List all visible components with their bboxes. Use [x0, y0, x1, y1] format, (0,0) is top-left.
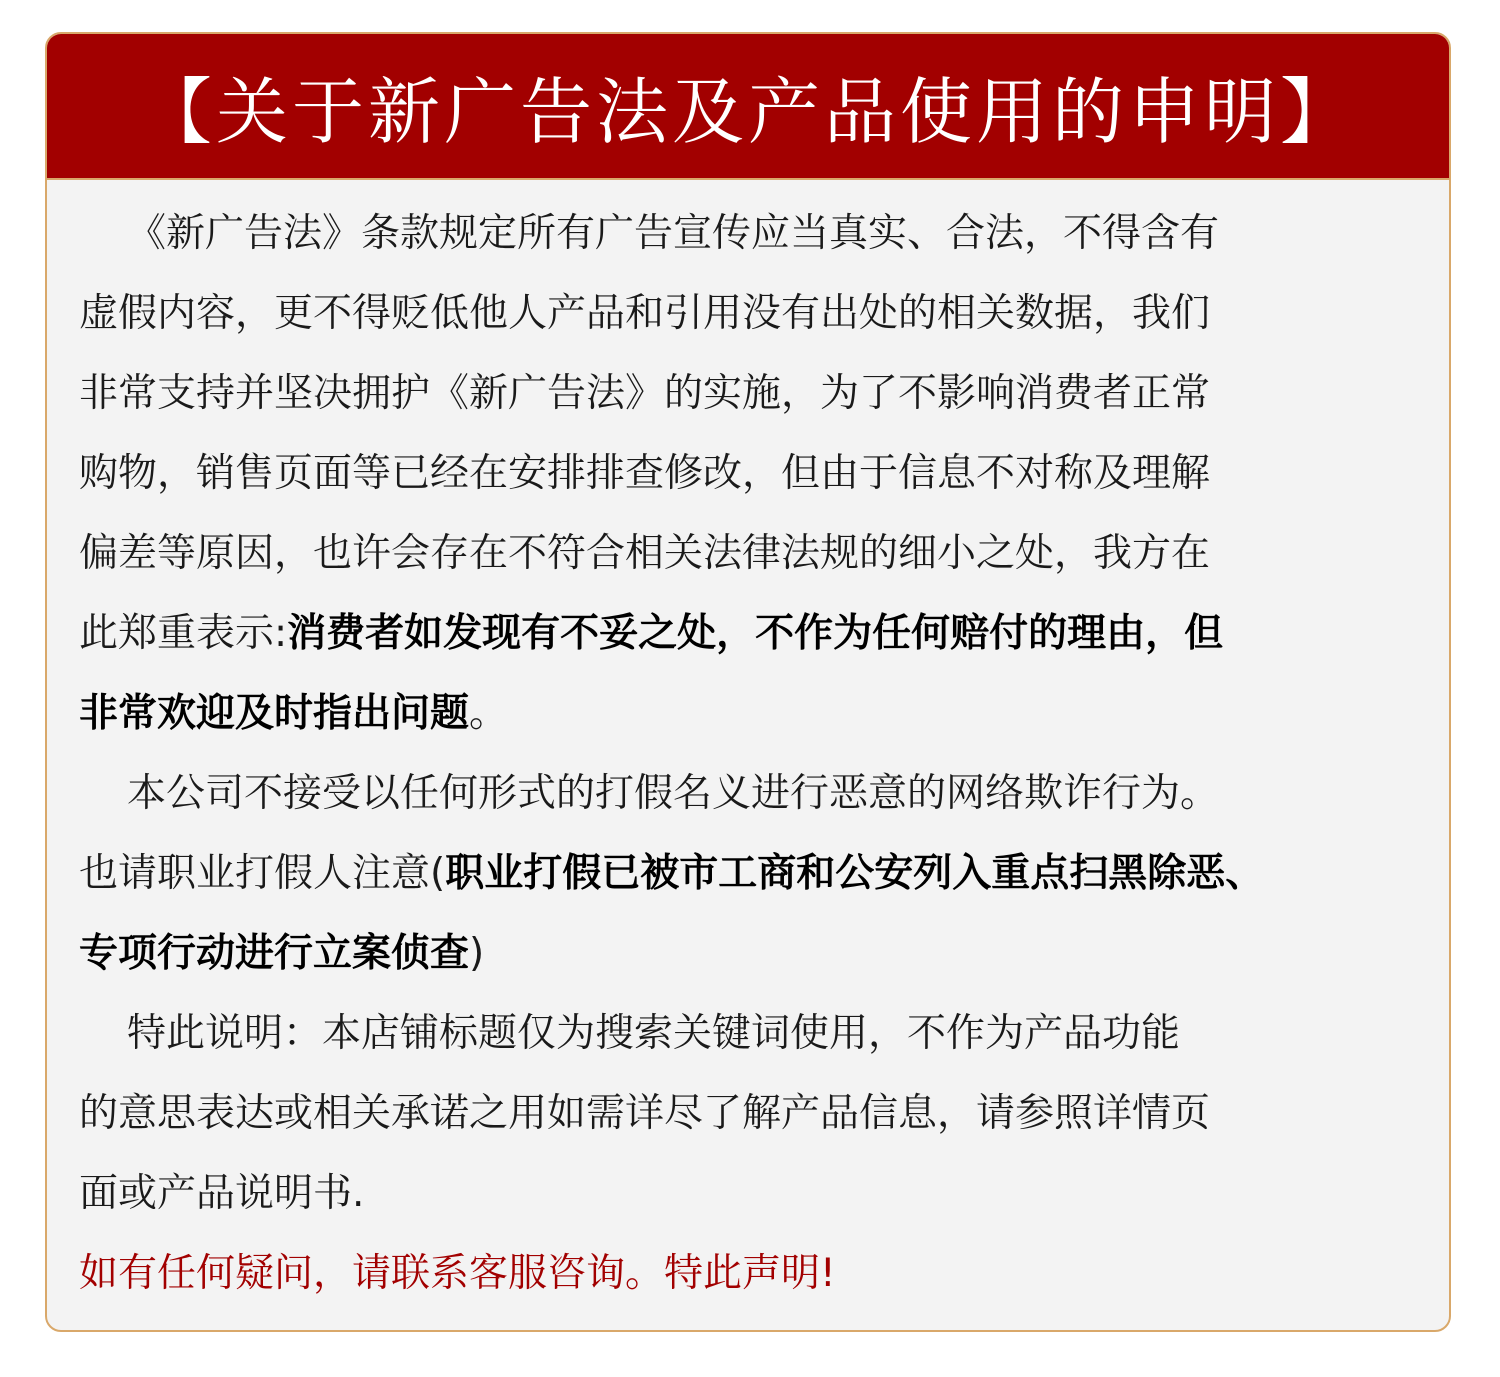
text-line: 本公司不接受以任何形式的打假名义进行恶意的网络欺诈行为。 — [127, 771, 1220, 816]
text-line — [79, 674, 1439, 754]
emphasis-text: 非常欢迎及时指出问题 — [79, 691, 470, 736]
text-line: 的意思表达或相关承诺之用如需详尽了解产品信息，请参照详情页 — [79, 1091, 1211, 1136]
text-line: 购物，销售页面等已经在安排排查修改，但由于信息不对称及理解 — [79, 451, 1211, 496]
text-line: 面或产品说明书. — [79, 1171, 365, 1216]
notice-title: 【关于新广告法及产品使用的申明】 — [139, 70, 1356, 154]
text-line: 非常支持并坚决拥护《新广告法》的实施，为了不影响消费者正常 — [79, 371, 1211, 416]
notice-card — [45, 32, 1451, 1332]
paragraph-anti-fraud — [79, 754, 1439, 994]
text-segment: ) — [469, 931, 485, 976]
closing-statement: 如有任何疑问，请联系客服咨询。特此声明! — [79, 1251, 836, 1296]
emphasis-text: 职业打假已被市工商和公安列入重点扫黑除恶、 — [445, 851, 1265, 896]
text-line — [79, 834, 1439, 914]
text-line: 特此说明：本店铺标题仅为搜索关键词使用，不作为产品功能 — [127, 1011, 1181, 1056]
text-segment: 此郑重表示: — [79, 611, 288, 656]
text-line — [79, 594, 1439, 674]
paragraph-advertising-law — [79, 194, 1439, 754]
text-line — [79, 914, 1439, 994]
text-line: 偏差等原因，也许会存在不符合相关法律法规的细小之处，我方在 — [79, 531, 1211, 576]
paragraph-title-disclaimer — [79, 994, 1439, 1234]
text-line: 《新广告法》条款规定所有广告宣传应当真实、合法，不得含有 — [127, 211, 1220, 256]
notice-body — [79, 194, 1439, 1314]
text-segment: 也请职业打假人注意( — [79, 851, 446, 896]
text-line: 虚假内容，更不得贬低他人产品和引用没有出处的相关数据，我们 — [79, 291, 1211, 336]
notice-header — [47, 34, 1449, 180]
text-segment: 。 — [469, 691, 509, 736]
emphasis-text: 专项行动进行立案侦查 — [79, 931, 470, 976]
emphasis-text: 消费者如发现有不妥之处，不作为任何赔付的理由，但 — [287, 611, 1224, 656]
